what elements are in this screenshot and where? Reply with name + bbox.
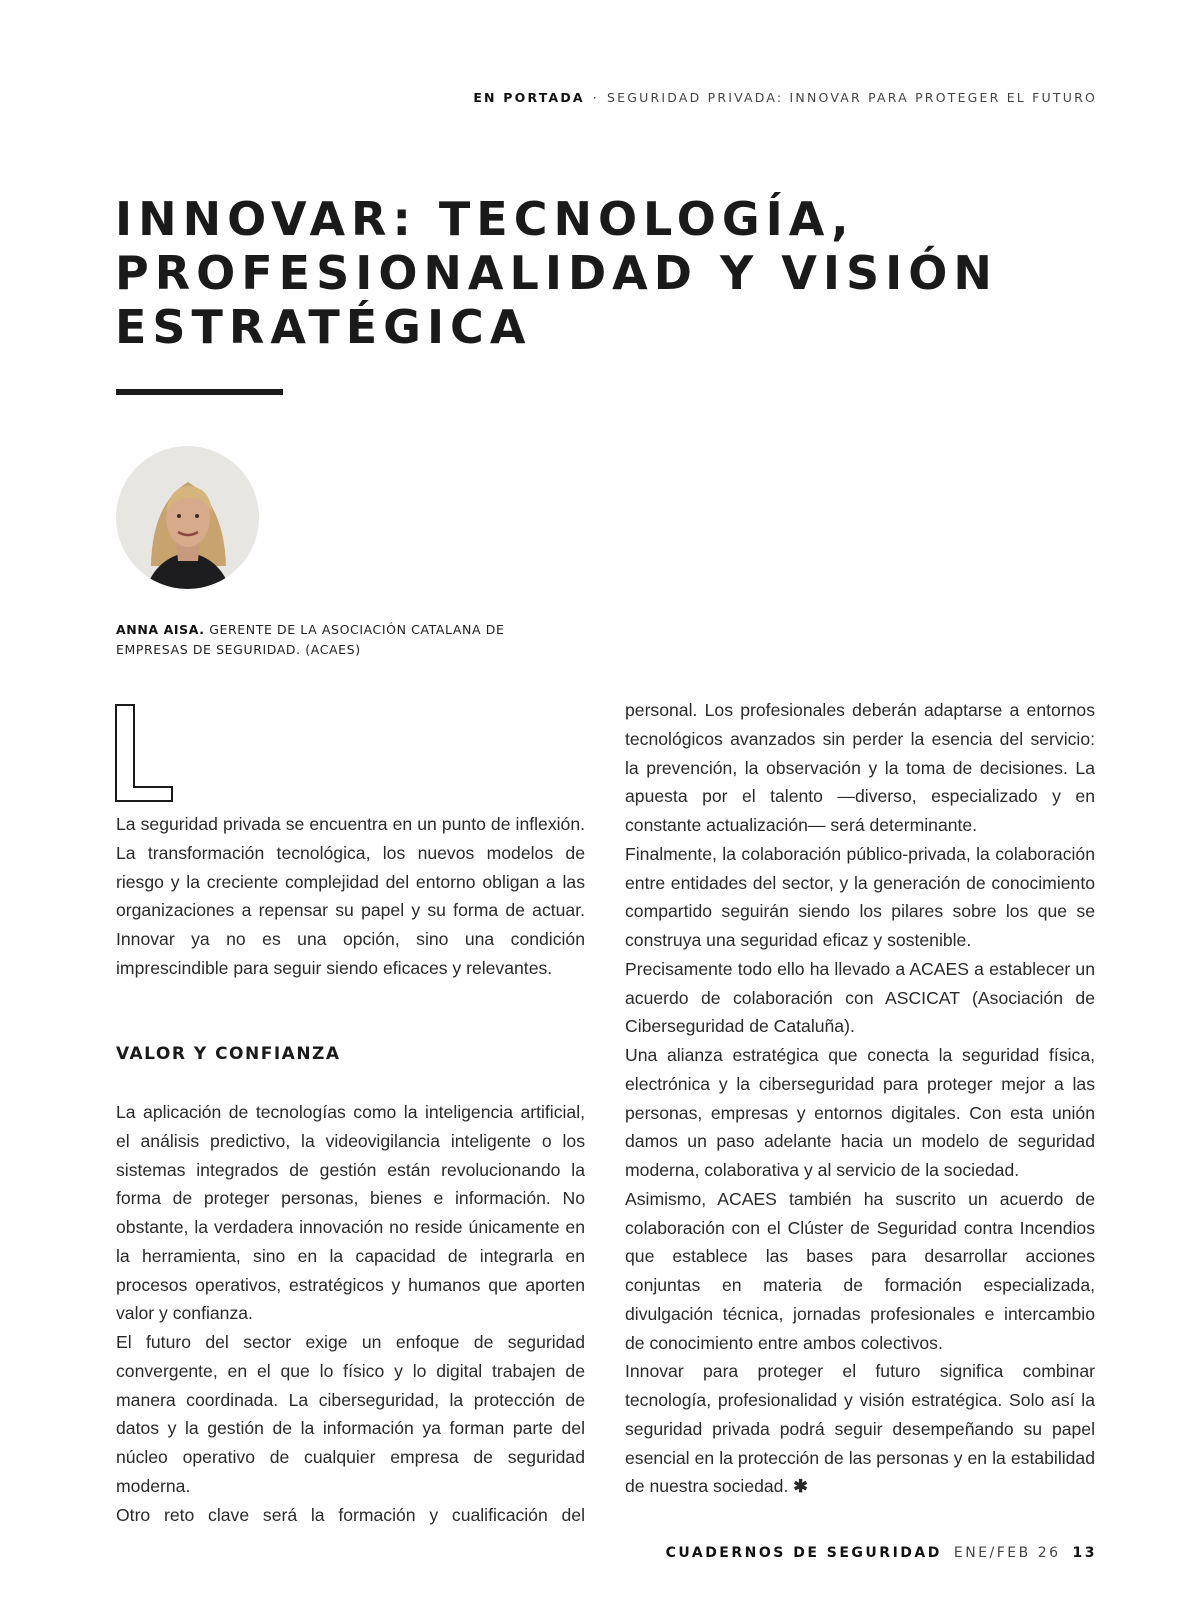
end-mark-icon: ✱ [793, 1476, 808, 1497]
body-paragraph: personal. Los profesionales deberán adaptarse a entornos tecnológicos avanzados sin perder la esencia del servicio: la prevención, la observación y la toma de decisiones. La apuesta por el talento —diverso, especializado y en constante actualización— será determinante. [625, 700, 1095, 835]
section-subheading: VALOR Y CONFIANZA [116, 1044, 341, 1064]
issue-label: ENE/FEB 26 [953, 1545, 1061, 1561]
author-name: ANNA AISA. [116, 622, 205, 637]
body-paragraph: La seguridad privada se encuentra en un punto de inflexión. La transformación tecnológica, los nuevos modelos de riesgo y la creciente complejidad del entorno obligan a las organizaciones a repensar su papel y su forma de actuar. Innovar ya no es una opción, sino una condición imprescindible para seguir siendo eficaces y relevantes. [116, 814, 585, 978]
body-paragraph: Precisamente todo ello ha llevado a ACAES a establecer un acuerdo de colaboración con ASCICAT (Asociación de Ciberseguridad de Cataluña). [625, 958, 1095, 1037]
body-paragraph: Una alianza estratégica que conecta la seguridad física, electrónica y la ciberseguridad para proteger mejor a las personas, empresas y entornos digitales. Con esta unión damos un paso adelante hacia un modelo de seguridad moderna, colaborativa y al servicio de la sociedad. [625, 1045, 1095, 1180]
final-paragraph [625, 1357, 1095, 1501]
author-role: GERENTE DE LA ASOCIACIÓN CATALANA DE EMPRESAS DE SEGURIDAD. (ACAES) [116, 622, 505, 657]
page-number: 13 [1072, 1545, 1097, 1561]
header-topic: SEGURIDAD PRIVADA: INNOVAR PARA PROTEGER EL FUTURO [606, 90, 1097, 105]
author-portrait [116, 446, 259, 589]
article-title: INNOVAR: TECNOLOGÍA, PROFESIONALIDAD Y VISIÓN ESTRATÉGICA [115, 192, 998, 354]
final-paragraph-text: Innovar para proteger el futuro significa combinar tecnología, profesionalidad y visión estratégica. Solo así la seguridad privada podrá seguir desempeñando su papel esencial en la protección de las personas y en la estabilidad de nuestra sociedad. [625, 1361, 1095, 1497]
body-paragraph: Asimismo, ACAES también ha suscrito un acuerdo de colaboración con el Clúster de Seguridad contra Incendios que establece las bases para desarrollar acciones conjuntas en materia de formación especializada, divulgación técnica, jornadas profesionales e intercambio de conocimiento entre ambos colectivos. [625, 1188, 1095, 1353]
publication-name: CUADERNOS DE SEGURIDAD [665, 1545, 942, 1561]
intro-paragraph [116, 810, 585, 983]
left-column [116, 1098, 585, 1529]
section-label: EN PORTADA [473, 90, 585, 105]
page-footer [666, 1545, 1097, 1561]
body-paragraph: La aplicación de tecnologías como la inteligencia artificial, el análisis predictivo, la videovigilancia inteligente o los sistemas integrados de gestión están revolucionando la forma de proteger personas, bienes e información. No obstante, la verdadera innovación no reside únicamente en la herramienta, sino en la capacidad de integrarla en procesos operativos, estratégicos y humanos que aporten valor y confianza. [116, 1102, 585, 1324]
drop-cap-letter [114, 703, 180, 803]
body-paragraph: Otro reto clave será la formación y cualificación del [116, 1504, 585, 1525]
header-separator: · [592, 90, 599, 105]
author-byline [116, 620, 556, 660]
running-header [473, 90, 1097, 105]
title-underline [116, 389, 283, 395]
body-paragraph: El futuro del sector exige un enfoque de seguridad convergente, en el que lo físico y lo digital trabajen de manera coordinada. La ciberseguridad, la protección de datos y la gestión de la información ya forman parte del núcleo operativo de cualquier empresa de seguridad moderna. [116, 1332, 585, 1496]
right-column [625, 696, 1095, 1501]
body-paragraph: Finalmente, la colaboración público-privada, la colaboración entre entidades del sector, y la generación de conocimiento compartido seguirán siendo los pilares sobre los que se construya una seguridad eficaz y sostenible. [625, 843, 1095, 950]
